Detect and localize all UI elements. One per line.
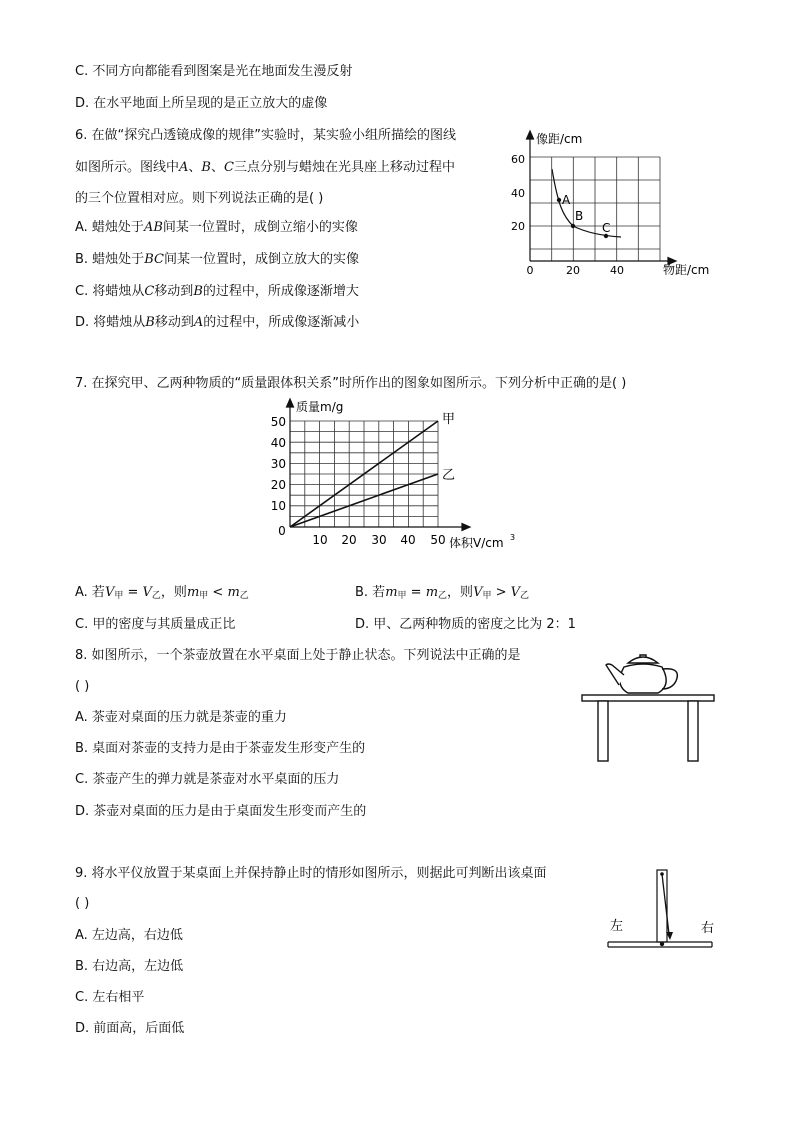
q9-option-b: B. 右边高，左边低 bbox=[75, 959, 184, 974]
q6-label-b: B bbox=[575, 209, 584, 223]
q7-label-jia: 甲 bbox=[442, 412, 456, 427]
q8-option-b: B. 桌面对茶壶的支持力是由于茶壶发生形变产生的 bbox=[75, 741, 366, 756]
q7-stem: 7. 在探究甲、乙两种物质的“质量跟体积关系”时所作出的图象如图所示。下列分析中正确的是( ) bbox=[75, 376, 627, 391]
q6-xtick-20: 20 bbox=[566, 264, 580, 277]
q6-ytick-40: 40 bbox=[511, 187, 525, 200]
q7-option-b: B. 若$m_甲 = m_乙$，则$V_甲 > V_乙$ bbox=[355, 585, 530, 601]
q7-ytick-10: 10 bbox=[270, 499, 286, 513]
q7-xtick-50: 50 bbox=[430, 533, 446, 547]
table-icon bbox=[582, 695, 714, 761]
q7-option-d: D. 甲、乙两种物质的密度之比为 2：1 bbox=[355, 617, 576, 632]
q7-ytick-30: 30 bbox=[270, 457, 286, 471]
level-center-mark bbox=[660, 942, 664, 946]
q5-option-d: D. 在水平地面上所呈现的是正立放大的虚像 bbox=[75, 96, 328, 111]
q9-option-c: C. 左右相平 bbox=[75, 990, 145, 1005]
q6-lens-graph bbox=[505, 125, 725, 285]
q8-stem: 8. 如图所示，一个茶壶放置在水平桌面上处于静止状态。下列说法中正确的是 bbox=[75, 648, 521, 663]
q9-stem: 9. 将水平仪放置于某桌面上并保持静止时的情形如图所示，则据此可判断出该桌面 bbox=[75, 866, 547, 881]
q6-stem-line2: 如图所示。图线中A、B、C三点分别与蜡烛在光具座上移动过程中 bbox=[75, 160, 455, 175]
q7-xtick-40: 40 bbox=[400, 533, 416, 547]
q7-xlabel-sup: 3 bbox=[510, 533, 516, 542]
q7-option-a: A. 若$V_甲 = V_乙$，则$m_甲 < m_乙$ bbox=[75, 585, 249, 601]
q6-label-c: C bbox=[602, 221, 611, 235]
q7-ytick-50: 50 bbox=[270, 415, 286, 429]
q5-option-c: C. 不同方向都能看到图案是光在地面发生漫反射 bbox=[75, 64, 353, 79]
q7-xtick-30: 30 bbox=[371, 533, 387, 547]
q6-point-b bbox=[571, 224, 575, 228]
q6-option-c: C. 将蜡烛从C移动到B的过程中，所成像逐渐增大 bbox=[75, 284, 359, 299]
q6-label-a: A bbox=[562, 193, 571, 207]
q7-option-c: C. 甲的密度与其质量成正比 bbox=[75, 617, 236, 632]
q9-label-right: 右 bbox=[701, 921, 715, 936]
q7-origin: 0 bbox=[278, 524, 286, 538]
q6-option-a: A. 蜡烛处于AB间某一位置时，成倒立缩小的实像 bbox=[75, 220, 358, 235]
q8-option-d: D. 茶壶对桌面的压力是由于桌面发生形变而产生的 bbox=[75, 804, 367, 819]
q7-xtick-10: 10 bbox=[312, 533, 328, 547]
q6-xtick-40: 40 bbox=[610, 264, 624, 277]
teapot-icon bbox=[606, 655, 677, 693]
plumb-top bbox=[660, 872, 664, 876]
q6-axes bbox=[527, 131, 677, 265]
q8-bracket: ( ) bbox=[75, 679, 90, 694]
q6-stem-line1: 6. 在做“探究凸透镜成像的规律”实验时，某实验小组所描绘的图线 bbox=[75, 128, 457, 143]
q7-ylabel: 质量m/g bbox=[296, 400, 344, 414]
q6-ytick-20: 20 bbox=[511, 220, 525, 233]
q6-stem-line3: 的三个位置相对应。则下列说法正确的是( ) bbox=[75, 191, 324, 206]
q6-option-d: D. 将蜡烛从B移动到A的过程中，所成像逐渐减小 bbox=[75, 315, 360, 330]
q6-point-a bbox=[557, 198, 561, 202]
q6-xtick-0: 0 bbox=[526, 264, 534, 277]
q6-ylabel: 像距/cm bbox=[536, 132, 583, 146]
q6-grid bbox=[530, 157, 660, 261]
q9-level-figure bbox=[604, 864, 724, 954]
q8-option-c: C. 茶壶产生的弹力就是茶壶对水平桌面的压力 bbox=[75, 772, 340, 787]
q7-label-yi: 乙 bbox=[442, 468, 456, 483]
q9-bracket: ( ) bbox=[75, 896, 90, 911]
q6-xlabel: 物距/cm bbox=[663, 263, 710, 277]
q7-xtick-20: 20 bbox=[341, 533, 357, 547]
q9-option-a: A. 左边高，右边低 bbox=[75, 928, 183, 943]
q7-ytick-20: 20 bbox=[270, 478, 286, 492]
q7-mass-volume-graph bbox=[268, 395, 528, 555]
q8-teapot-table-figure bbox=[578, 645, 720, 767]
q9-option-d: D. 前面高，后面低 bbox=[75, 1021, 185, 1036]
q6-option-b: B. 蜡烛处于BC间某一位置时，成倒立放大的实像 bbox=[75, 252, 359, 267]
q8-option-a: A. 茶壶对桌面的压力就是茶壶的重力 bbox=[75, 710, 287, 725]
q7-ytick-40: 40 bbox=[270, 436, 286, 450]
q9-label-left: 左 bbox=[610, 919, 624, 934]
q6-ytick-60: 60 bbox=[511, 153, 525, 166]
q7-xlabel: 体积V/cm bbox=[449, 536, 504, 550]
